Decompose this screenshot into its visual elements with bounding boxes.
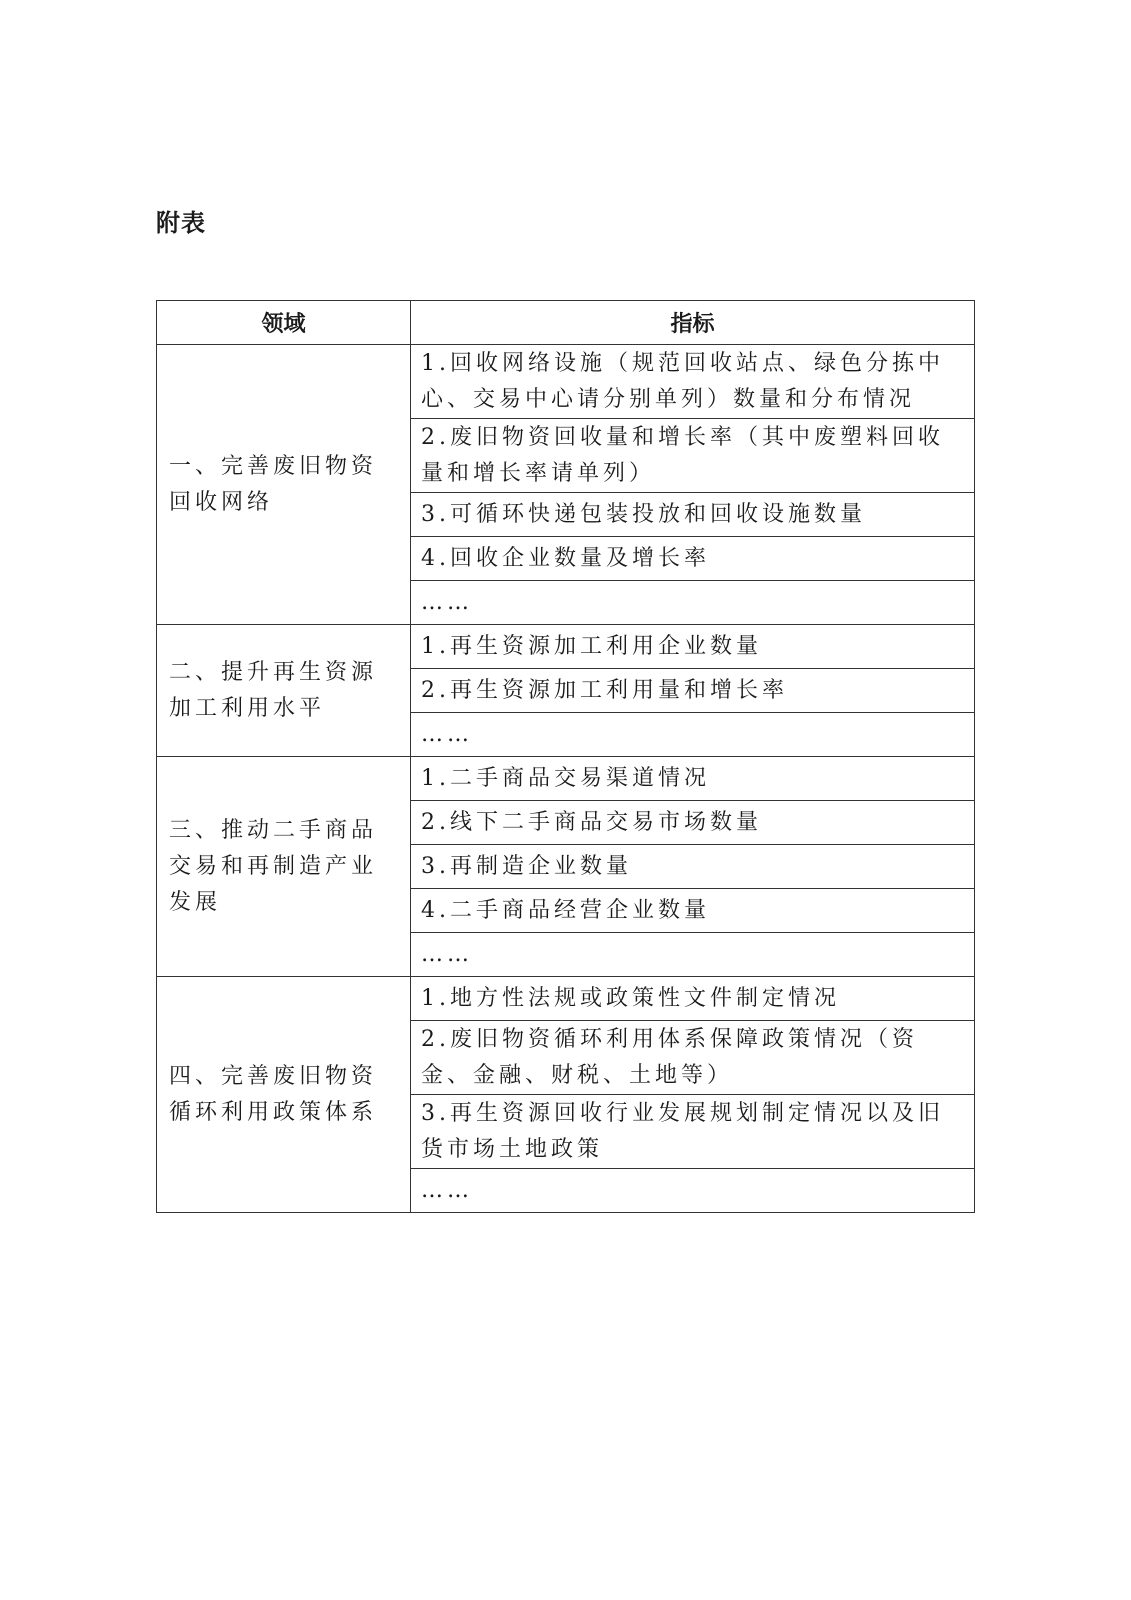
indicator-cell: 2.再生资源加工利用量和增长率 (411, 669, 975, 713)
indicator-cell: 3.再制造企业数量 (411, 845, 975, 889)
table-header-row (157, 301, 975, 345)
header-indicator: 指标 (411, 301, 975, 345)
domain-cell: 四、完善废旧物资循环利用政策体系 (157, 977, 411, 1213)
page-title: 附表 (156, 209, 206, 237)
table-row (157, 757, 975, 801)
indicator-cell-ellipsis: …… (411, 581, 975, 625)
indicator-cell: 1.回收网络设施（规范回收站点、绿色分拣中心、交易中心请分别单列）数量和分布情况 (411, 345, 975, 419)
table-row (157, 625, 975, 669)
domain-cell: 三、推动二手商品交易和再制造产业发展 (157, 757, 411, 977)
indicator-cell-ellipsis: …… (411, 1169, 975, 1213)
indicator-cell: 3.再生资源回收行业发展规划制定情况以及旧货市场土地政策 (411, 1095, 975, 1169)
table-row (157, 345, 975, 419)
indicator-cell: 1.地方性法规或政策性文件制定情况 (411, 977, 975, 1021)
domain-cell: 二、提升再生资源加工利用水平 (157, 625, 411, 757)
indicator-cell: 1.再生资源加工利用企业数量 (411, 625, 975, 669)
header-domain: 领域 (157, 301, 411, 345)
indicator-cell: 1.二手商品交易渠道情况 (411, 757, 975, 801)
indicator-cell: 2.废旧物资循环利用体系保障政策情况（资金、金融、财税、土地等） (411, 1021, 975, 1095)
table-row (157, 977, 975, 1021)
indicator-cell: 4.二手商品经营企业数量 (411, 889, 975, 933)
indicator-cell: 4.回收企业数量及增长率 (411, 537, 975, 581)
indicator-cell: 2.线下二手商品交易市场数量 (411, 801, 975, 845)
indicator-cell-ellipsis: …… (411, 933, 975, 977)
domain-cell: 一、完善废旧物资回收网络 (157, 345, 411, 625)
indicator-cell: 3.可循环快递包装投放和回收设施数量 (411, 493, 975, 537)
indicator-cell: 2.废旧物资回收量和增长率（其中废塑料回收量和增长率请单列） (411, 419, 975, 493)
indicator-table (156, 300, 975, 1213)
indicator-cell-ellipsis: …… (411, 713, 975, 757)
